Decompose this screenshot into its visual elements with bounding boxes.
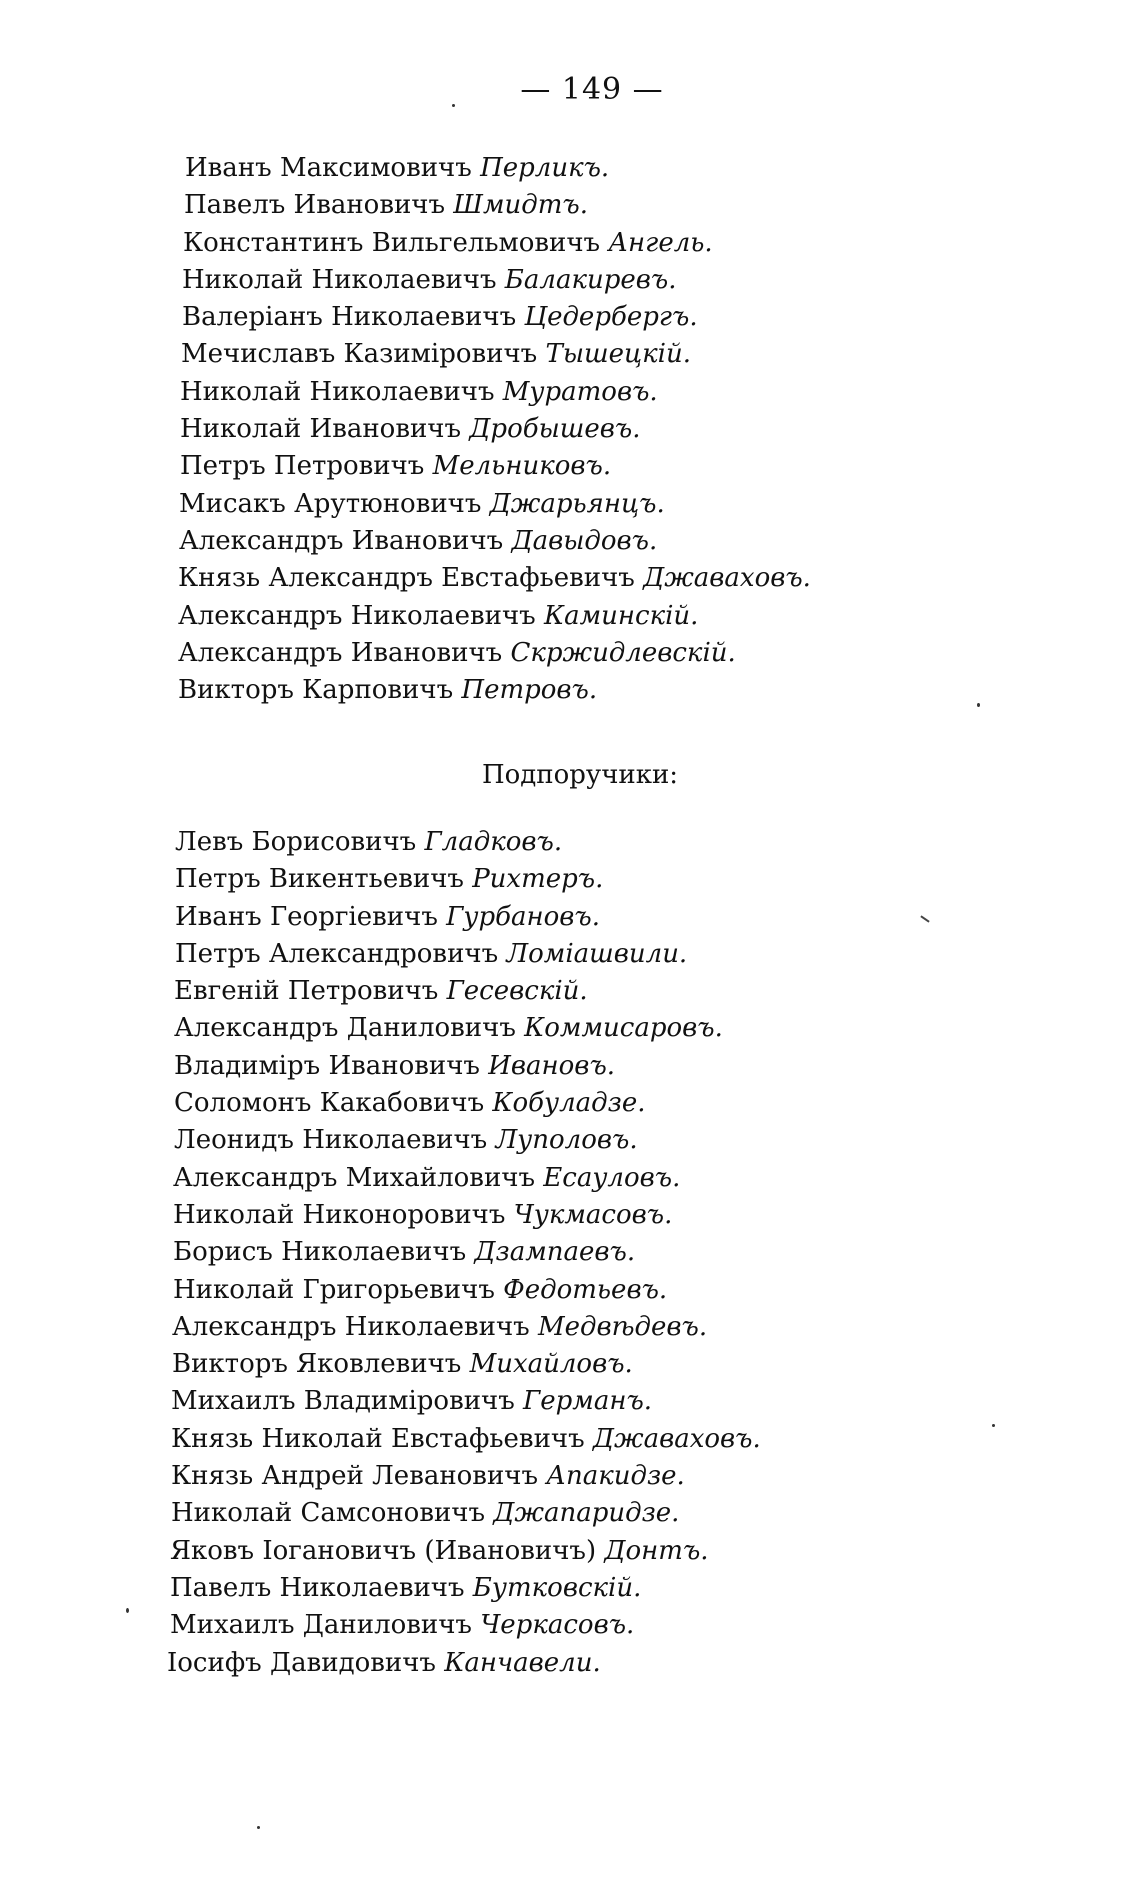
given-name: Николай Николаевичъ: [180, 376, 495, 407]
given-name: Николай Григорьевичъ: [173, 1274, 495, 1305]
surname: Цедербергъ.: [524, 302, 698, 333]
list-item: [0, 1309, 1140, 1346]
scan-speck: [452, 104, 455, 107]
given-name: Яковъ Іогановичъ (Ивановичъ): [170, 1535, 597, 1566]
given-name: Николай Николаевичъ: [182, 264, 497, 295]
surname: Бутковскій.: [472, 1572, 642, 1603]
surname: Есауловъ.: [543, 1162, 681, 1193]
list-item: [0, 299, 1140, 336]
list-item: [0, 150, 1140, 187]
list-item: [0, 336, 1140, 373]
given-name: Михаилъ Владиміровичъ: [171, 1386, 515, 1417]
surname: Черкасовъ.: [480, 1610, 635, 1641]
given-name: Князь Николай Евстафьевичъ: [171, 1423, 585, 1454]
surname: Каминскій.: [543, 600, 699, 631]
surname: Донтъ.: [604, 1535, 709, 1566]
list-item: [0, 560, 1140, 597]
surname: Мельниковъ.: [432, 451, 612, 482]
surname: Шмидтъ.: [453, 190, 588, 221]
given-name: Петръ Александровичъ: [175, 938, 499, 969]
surname: Муратовъ.: [502, 376, 658, 407]
given-name: Николай Ивановичъ: [180, 414, 462, 445]
given-name: Валеріанъ Николаевичъ: [182, 302, 517, 333]
surname: Канчавели.: [444, 1647, 601, 1678]
scan-speck: [977, 703, 980, 707]
given-name: Иванъ Максимовичъ: [185, 153, 472, 183]
surname: Скржидлевскій.: [510, 637, 736, 668]
surname: Петровъ.: [461, 675, 598, 706]
surname: Луполовъ.: [495, 1125, 638, 1156]
scan-speck: [992, 1424, 995, 1427]
given-name: Петръ Викентьевичъ: [175, 864, 464, 895]
surname: Давыдовъ.: [511, 525, 658, 556]
given-name: Михаилъ Даниловичъ: [170, 1610, 472, 1641]
list-item: [0, 448, 1140, 485]
surname: Дзампаевъ.: [474, 1237, 636, 1268]
surname: Кобуладзе.: [492, 1088, 646, 1119]
list-item: [0, 374, 1140, 411]
surname: Джаваховъ.: [592, 1423, 761, 1454]
given-name: Мисакъ Арутюновичъ: [179, 488, 482, 519]
surname: Тышецкій.: [545, 339, 692, 370]
given-name: Евгеній Петровичъ: [174, 976, 439, 1007]
list-item: [0, 1495, 1140, 1532]
surname: Михайловъ.: [469, 1349, 633, 1380]
given-name: Иванъ Георгіевичъ: [175, 901, 438, 932]
list-item: [0, 1607, 1140, 1644]
given-name: Борисъ Николаевичъ: [173, 1237, 467, 1268]
surname: Чукмасовъ.: [513, 1199, 673, 1230]
given-name: Владиміръ Ивановичъ: [174, 1050, 480, 1081]
surname: Джарьянцъ.: [489, 488, 665, 519]
surname: Апакидзе.: [546, 1461, 685, 1492]
list-item: [0, 1234, 1140, 1271]
list-item: [0, 635, 1140, 672]
officer-list-1: [0, 150, 1140, 709]
list-item: [0, 1570, 1140, 1607]
given-name: Петръ Петровичъ: [180, 451, 425, 482]
given-name: Александръ Даниловичъ: [174, 1013, 516, 1044]
given-name: Викторъ Яковлевичъ: [172, 1349, 462, 1380]
list-item: [0, 523, 1140, 560]
given-name: Соломонъ Какабовичъ: [174, 1088, 485, 1119]
list-item: [0, 973, 1140, 1010]
surname: Ивановъ.: [488, 1050, 616, 1081]
list-item: [0, 824, 1140, 861]
list-item: [0, 225, 1140, 262]
given-name: Леонидъ Николаевичъ: [174, 1125, 488, 1156]
surname: Коммисаровъ.: [524, 1013, 723, 1044]
surname: Балакиревъ.: [504, 264, 677, 295]
given-name: Левъ Борисовичъ: [175, 827, 417, 857]
given-name: Константинъ Вильгельмовичъ: [183, 227, 601, 258]
given-name: Князь Александръ Евстафьевичъ: [178, 563, 635, 594]
given-name: Александръ Ивановичъ: [178, 637, 503, 668]
list-item: [0, 936, 1140, 973]
given-name: Викторъ Карповичъ: [178, 675, 454, 706]
list-item: [0, 1645, 1140, 1682]
surname: Федотьевъ.: [503, 1274, 668, 1305]
list-item: [0, 1272, 1140, 1309]
officer-list-2: [0, 824, 1140, 1682]
given-name: Князь Андрей Левановичъ: [171, 1461, 539, 1492]
given-name: Павелъ Николаевичъ: [170, 1572, 465, 1603]
section-heading: Подпоручики:: [481, 760, 679, 790]
list-item: [0, 411, 1140, 448]
scan-speck: [257, 1826, 260, 1829]
surname: Гладковъ.: [424, 827, 563, 857]
given-name: Александръ Николаевичъ: [178, 600, 536, 631]
list-item: [0, 1533, 1140, 1570]
given-name: Александръ Николаевичъ: [172, 1311, 530, 1342]
given-name: Мечиславъ Казиміровичъ: [181, 339, 538, 370]
list-item: [0, 1085, 1140, 1122]
given-name: Іосифъ Давидовичъ: [167, 1647, 436, 1678]
surname: Гурбановъ.: [446, 901, 600, 932]
list-item: [0, 1122, 1140, 1159]
surname: Ангель.: [608, 227, 713, 258]
surname: Дробышевъ.: [469, 414, 641, 445]
surname: Ломіашвили.: [506, 938, 688, 969]
list-item: [0, 1458, 1140, 1495]
surname: Джаваховъ.: [643, 563, 811, 594]
given-name: Павелъ Ивановичъ: [184, 190, 446, 221]
list-item: [0, 1048, 1140, 1085]
list-item: [0, 1346, 1140, 1383]
list-item: [0, 1160, 1140, 1197]
list-item: [0, 861, 1140, 898]
surname: Гесевскій.: [446, 976, 588, 1007]
surname: Медвѣдевъ.: [537, 1311, 708, 1342]
list-item: [0, 1383, 1140, 1420]
list-item: [0, 1010, 1140, 1047]
list-item: [0, 187, 1140, 224]
list-item: [0, 1421, 1140, 1458]
list-item: [0, 672, 1140, 709]
surname: Германъ.: [523, 1386, 653, 1417]
scan-speck: [126, 1608, 129, 1613]
surname: Джапаридзе.: [493, 1498, 680, 1529]
given-name: Александръ Михайловичъ: [173, 1162, 536, 1193]
given-name: Александръ Ивановичъ: [179, 525, 504, 556]
list-item: [0, 598, 1140, 635]
list-item: [0, 1197, 1140, 1234]
list-item: [0, 899, 1140, 936]
list-item: [0, 262, 1140, 299]
given-name: Николай Никоноровичъ: [173, 1199, 506, 1230]
given-name: Николай Самсоновичъ: [171, 1498, 486, 1529]
surname: Рихтеръ.: [472, 864, 604, 895]
page-number: — 149 —: [520, 72, 664, 107]
list-item: [0, 486, 1140, 523]
surname: Перликъ.: [480, 153, 610, 183]
